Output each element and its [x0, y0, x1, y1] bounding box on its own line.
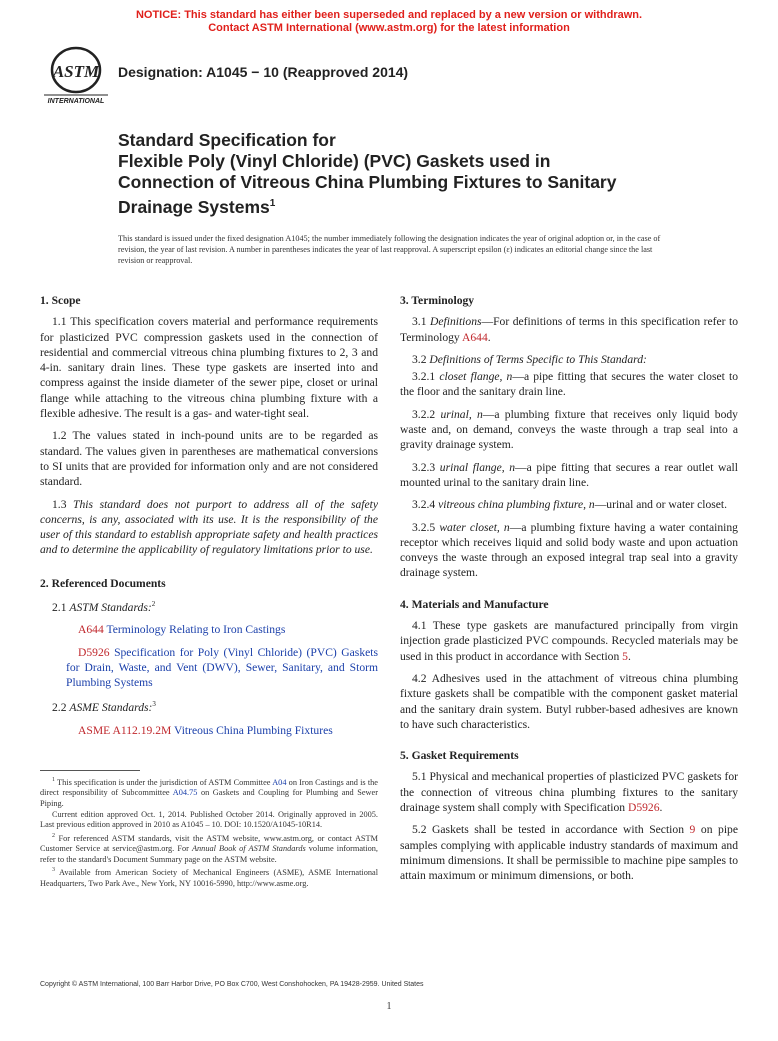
gasket-p2	[400, 822, 738, 883]
def-text: —a pipe fitting that secures the water closet to the floor and the sanitary drain line.	[400, 370, 739, 399]
terminology-3-1	[400, 314, 738, 345]
def-num: 3.2.1	[412, 370, 440, 384]
ref-title[interactable]: Specification for Poly (Vinyl Chloride) (PVC) Gaskets for Drain, Waste, and Vent (DWV), Sewer, Sanitary, and Storm Plumbing Systems	[66, 645, 378, 690]
scope-p1: 1.1 This specification covers material and performance requirements for plasticized PVC compression gaskets used in the connection of residential and commercial vitreous china plumbing fixtures to 2, 3 and 4-in. sanitary drain lines. These type gaskets are inserted into and compress against the inside diameter of the sewer pipe, closet or urinal flange while attaching to the vitreous china plumbing fixture with a flexible adhesive. The result is a gas- and water-tight seal.	[40, 315, 378, 421]
logo-text: ASTM	[52, 62, 100, 81]
def-text: —a plumbing fixture that receives only liquid body waste and, on demand, conveys the waste through a trap seal into a gravity drainage system.	[400, 407, 738, 452]
title-line-1: Standard Specification for	[118, 130, 336, 150]
notice-line-2: Contact ASTM International (www.astm.org) for the latest information	[208, 22, 570, 34]
title-line-4: Drainage Systems	[118, 196, 270, 217]
g52-end: on pipe samples complying with applicable industry standards of maximum and minimum dimensions. It shall be permissible to machine pipe samples to attain maximum or minimum dimensions, or both.	[400, 823, 738, 883]
fn1-link-committee[interactable]: A04	[272, 777, 287, 787]
materials-p1	[400, 618, 738, 664]
right-column	[400, 293, 738, 898]
g51-link-d5926[interactable]: D5926	[627, 801, 660, 815]
gasket-p1	[400, 769, 738, 815]
terminology-3-2	[400, 352, 738, 367]
def-num: 3.2.5	[412, 520, 440, 534]
section-referenced-documents	[40, 576, 378, 738]
def-text: —urinal and or water closet.	[594, 498, 728, 512]
logo-subtext: INTERNATIONAL	[47, 98, 105, 105]
definition-closet-flange	[400, 369, 738, 400]
gasket-heading: 5. Gasket Requirements	[400, 749, 519, 763]
g51-end: .	[659, 801, 663, 815]
fn1-text-b: on Iron Castings and is the direct responsibility of Subcommittee	[40, 777, 378, 798]
document-title	[118, 130, 718, 218]
asme-standards-label	[40, 697, 378, 715]
reference-asme-a112[interactable]	[40, 723, 378, 738]
fn3-text: Available from American Society of Mechanical Engineers (ASME), ASME International Headquarters, Two Park Ave., New York, NY 10016-5990, http://www.asme.org.	[40, 868, 378, 888]
def-num: 3.2.4	[412, 498, 439, 512]
t32-text: Definitions of Terms Specific to This Standard:	[429, 352, 647, 366]
def-num: 3.2.3	[412, 460, 440, 474]
astm-logo	[42, 44, 110, 106]
m41-text: 4.1 These type gaskets are manufactured principally from virgin injection grade plasticized PVC compounds. Recycled materials may be used in this product in accordance with Section	[400, 619, 738, 663]
section-materials	[400, 597, 738, 732]
t31-link-a644[interactable]: A644	[461, 330, 488, 344]
title-footnote-mark: 1	[269, 198, 276, 209]
ref-title[interactable]: Terminology Relating to Iron Castings	[106, 623, 286, 637]
reference-d5926[interactable]	[40, 645, 378, 691]
reference-a644[interactable]	[40, 622, 378, 637]
g52-text: 5.2 Gaskets shall be tested in accordance with Section	[412, 823, 690, 837]
copyright-line: Copyright © ASTM International, 100 Barr Harbor Drive, PO Box C700, West Conshohocken, PA 19428-2959. United States	[40, 981, 424, 988]
g51-text: 5.1 Physical and mechanical properties of plasticized PVC gaskets for the connection of vitreous china plumbing fixtures to the sanitary drainage system shall comply with Specification	[400, 770, 738, 815]
t31-end: .	[487, 330, 491, 344]
ref-code[interactable]: A644	[78, 623, 104, 637]
astm-standards-label	[40, 597, 378, 615]
materials-p2: 4.2 Adhesives used in the attachment of vitreous china plumbing fixture gaskets shall be compatible with the component gasket material and the sanitary drain system. Butyl rubber-based adhesives are known to have such characteristics.	[400, 671, 738, 731]
def-text: —a plumbing fixture having a water containing receptor which receives liquid and solid body waste and upon actuation conveys the waste through an exposed integral trap seal into a gravity drainage system.	[400, 520, 738, 580]
footnote-1-edition: Current edition approved Oct. 1, 2014. Published October 2014. Originally approved in 2005. Last previous edition approved in 2010 as A1045 – 10. DOI: 10.1520/A1045-10R14.	[40, 809, 378, 830]
section-scope	[40, 293, 378, 558]
def-term: water closet, n	[439, 520, 510, 534]
fn1-text-a: This specification is under the jurisdiction of ASTM Committee	[55, 777, 273, 787]
g52-link-section-9[interactable]: 9	[689, 823, 696, 837]
left-column	[40, 293, 378, 752]
section-terminology	[400, 293, 738, 581]
asme-label-text: ASME Standards:	[69, 701, 153, 715]
footnote-divider	[40, 770, 140, 771]
fn2-italic: Annual Book of ASTM Standards	[191, 844, 306, 854]
footnote-3	[40, 865, 378, 889]
definition-water-closet	[400, 520, 738, 581]
withdrawn-notice	[0, 9, 778, 35]
t31-num: 3.1	[412, 315, 430, 329]
t31-text: —For definitions of terms in this specification refer to Terminology	[400, 315, 738, 344]
def-text: —a pipe fitting that secures a rear outlet wall mounted urinal to the sanitary drain line.	[400, 460, 738, 489]
issued-note: This standard is issued under the fixed designation A1045; the number immediately following the designation indicates the year of original adoption or, in the case of revision, the year of last revision. A number in parentheses indicates the year of last reapproval. A superscript epsilon (ε) indicates an editorial change since the last revision or reapproval.	[118, 234, 661, 265]
scope-p3-text: This standard does not purport to address all of the safety concerns, is any, associated with its use. It is the responsibility of the user of this standard to establish appropriate safety and health practices and to determine the applicability of regulatory limitations prior to use.	[40, 497, 378, 557]
def-term: urinal, n	[440, 407, 483, 421]
scope-heading: 1. Scope	[40, 294, 81, 307]
fn1-mark: 1	[52, 777, 55, 783]
ref-title[interactable]: Vitreous China Plumbing Fixtures	[174, 723, 333, 737]
asme-label-num: 2.2	[52, 701, 70, 715]
page-number: 1	[386, 1001, 392, 1012]
definition-vitreous-china	[400, 497, 738, 512]
scope-p3	[40, 497, 378, 558]
def-term: closet flange, n	[439, 370, 513, 384]
footnote-1	[40, 775, 378, 810]
ref-code[interactable]: ASME A112.19.2M	[78, 723, 172, 737]
fn2-text-b: volume information, refer to the standard's Document Summary page on the ASTM website.	[40, 844, 379, 864]
footnote-2	[40, 831, 378, 866]
def-term: vitreous china plumbing fixture, n	[438, 498, 595, 512]
refdocs-heading: 2. Referenced Documents	[40, 576, 166, 590]
terminology-heading: 3. Terminology	[400, 294, 475, 307]
fn1-text-c: on Gaskets and Coupling for Plumbing and Sewer Piping.	[40, 788, 378, 808]
definition-urinal	[400, 407, 738, 453]
asme-label-sup: 3	[152, 700, 156, 709]
astm-label-text: ASTM Standards:	[69, 600, 152, 614]
def-term: urinal flange, n	[439, 460, 516, 474]
designation: Designation: A1045 − 10 (Reapproved 2014)	[118, 64, 409, 80]
def-num: 3.2.2	[412, 407, 441, 421]
scope-p2: 1.2 The values stated in inch-pound units are to be regarded as standard. The values given in parentheses are mathematical conversions to SI units that are provided for information only and are not considered standard.	[40, 429, 378, 489]
astm-label-sup: 2	[151, 600, 156, 609]
definition-urinal-flange	[400, 460, 738, 491]
title-line-2: Flexible Poly (Vinyl Chloride) (PVC) Gaskets used in	[118, 151, 551, 171]
ref-code[interactable]: D5926	[78, 645, 110, 659]
fn2-mark: 2	[52, 832, 55, 839]
title-line-3: Connection of Vitreous China Plumbing Fixtures to Sanitary	[118, 172, 617, 192]
t31-term: Definitions	[429, 315, 482, 329]
fn1-link-subcommittee[interactable]: A04.75	[172, 788, 198, 798]
section-gasket-requirements	[400, 748, 738, 883]
fn2-text-a: For referenced ASTM standards, visit the ASTM website, www.astm.org, or contact ASTM Customer Service at service@astm.org. For	[40, 833, 378, 854]
t32-num: 3.2	[412, 352, 430, 366]
m41-end: .	[627, 649, 631, 663]
footnotes	[40, 775, 378, 889]
astm-label-num: 2.1	[52, 600, 70, 614]
m41-link-section-5[interactable]: 5	[622, 649, 628, 663]
notice-line-1: NOTICE: This standard has either been superseded and replaced by a new version or withdrawn.	[135, 9, 643, 21]
fn3-mark: 3	[52, 867, 55, 874]
scope-p3-num: 1.3	[52, 497, 74, 511]
materials-heading: 4. Materials and Manufacture	[400, 597, 549, 611]
